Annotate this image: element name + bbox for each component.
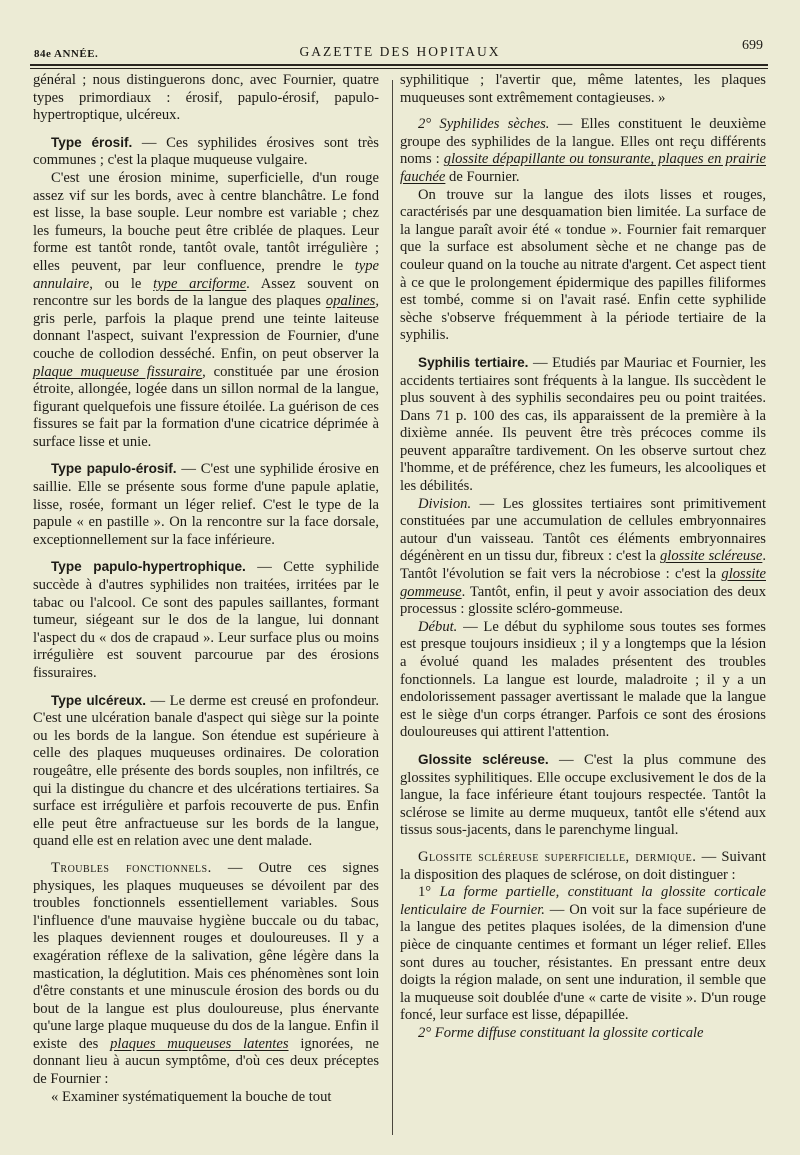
paragraph: On trouve sur la langue des ilots lisses et rouges, caractérisés par une desquamation bien limitée. La surface de la langue paraît avoir été « tondue ». Fournier fait remarquer que la surface est absolument sèche et ne change pas de couleur quand on la touche au nitrate d'argent. Cet aspect tient à ce que le prolongement épidermique des papilles filiformes est tombé, comme si on l'avait rasé. Enfin cette syphilide sèche s'observe fréquemment à la période tertiaire de la syphilis. [400,186,766,344]
paragraph: « Examiner systématiquement la bouche de tout [51,1088,332,1105]
section-heading: Division. [418,495,472,512]
paragraph: Troubles fonctionnels. — Outre ces signes physiques, les plaques muqueuses se dévoilent par des troubles fonctionnels essentiellement variables. Sous l'influence d'une mauvaise hygiène buccale ou du tabac, les plaques deviennent rouges et douloureuses. Il y a exagération réflexe de la salivation, gêne légère dans la mastication, la déglutition. Mais ces phénomènes sont loin d'être constants et une minuscule érosion des bords ou du bout de la langue est plus douloureuse, plus énervante qu'une large plaque muqueuse du dos de la langue. Enfin il existe des plaques muqueuses latentes ignorées, ne donnant lieu à aucun symptôme, d'où ces deux préceptes de Fournier : [33,859,379,1088]
section-heading: Syphilis tertiaire. [418,354,529,370]
journal-title: GAZETTE DES HOPITAUX [299,44,501,59]
section-heading: Type érosif. [51,134,133,150]
section-heading: Glossite scléreuse superficielle, dermique. [418,848,697,865]
section-heading: 2° Syphilides sèches. [418,116,550,133]
paragraph: 2° Forme diffuse constituant la glossite corticale [418,1024,704,1041]
section-heading: Type papulo-érosif. [51,461,177,477]
paragraph: Type papulo-hypertrophique. — Cette syphilide succède à d'autres syphilides non traitées, irritées par le tabac ou l'alcool. Ce sont des papules saillantes, formant tumeur, siégeant sur le dos de la langue, lui donnant l'aspect du « dos de crapaud ». Leur surface plus ou moins irrégulière est souvent parcourue par des érosions fissuraires. [33,559,379,681]
paragraph: Glossite scléreuse. — C'est la plus commune des glossites syphilitiques. Elle occupe exclusivement le dos de la langue, la face inférieure étant toujours respectée. Tantôt la sclérose se limite au derme muqueux, tantôt elle s'étend aux tissus sous-jacents, dans le parenchyme lingual. [400,751,766,839]
column-divider [392,80,393,1135]
paragraph: Type ulcéreux. — Le derme est creusé en profondeur. C'est une ulcération banale d'aspect qui siège sur la pointe ou les bords de la langue. Son étendue est supérieure à celle des plaques muqueuses ordinaires. De coloration rougeâtre, elle présente des bords souples, non infiltrés, ce qui la distingue du chancre et des ulcérations tertiaires. Sa surface est irrégulière et parfois recouverte de pus. Enfin elle peut être anfractueuse sur les bords de la langue, quand elle est en relation avec une dent malade. [33,692,379,850]
paragraph: Type érosif. — Ces syphilides érosives sont très communes ; c'est la plaque muqueuse vulgaire. [33,134,379,169]
left-column [33,72,379,1106]
paragraph: Type papulo-érosif. — C'est une syphilide érosive en saillie. Elle se présente sous forme d'une papule aplatie, lisse, rosée, formant un léger relief. C'est le type de la papule « en pastille ». On la rencontre sur la face dorsale, exceptionnellement sur la face inférieure. [33,461,379,548]
section-heading: Glossite scléreuse. [418,751,549,767]
paragraph: syphilitique ; l'avertir que, même latentes, les plaques muqueuses sont extrêmement contagieuses. » [400,72,766,106]
page-number: 699 [742,38,763,53]
paragraph: Début. — Le début du syphilome sous toutes ses formes est presque toujours insidieux ; il y a longtemps que la lésion a évolué quand les malades présentent des troubles fonctionnels. La langue est lourde, maladroite ; il y a un endolorissement passager avertissant le malade que la langue est le siège d'un corps étranger. Parfois ce sont des érosions douloureuses qui attirent l'attention. [400,618,766,741]
section-heading: Troubles fonctionnels. [51,859,212,876]
paragraph: 2° Syphilides sèches. — Elles constituent le deuxième groupe des syphilides de la langue. Elles ont reçu différents noms : glossite dépapillante ou tonsurante, plaques en prairie fauchée de Fournier. [400,116,766,185]
edition-label: 84e ANNÉE. [34,48,99,60]
paragraph: Division. — Les glossites tertiaires sont primitivement constituées par une accumulation de cellules embryonnaires autour d'un vaisseau. Tantôt ces éléments embryonnaires dégénèrent en un tissu dur, fibreux : c'est la glossite scléreuse. Tantôt l'évolution se fait vers la nécrobiose : c'est la glossite gommeuse. Tantôt, enfin, il peut y avoir association des deux processus : glossite scléro-gommeuse. [400,495,767,618]
header-rule-thin [30,68,768,69]
section-heading: Début. [418,618,458,635]
paragraph: Syphilis tertiaire. — Etudiés par Mauriac et Fournier, les accidents tertiaires sont fréquents à la langue. Ils succèdent le plus souvent à des syphilis secondaires peu ou point traitées. Dans 71 p. 100 des cas, ils apparaissent de la première à la dixième année. Ils peuvent être très précoces comme ils peuvent apparaître tardivement. On les observe surtout chez l'homme, et de préférence, chez les fumeurs, les alcooliques et les débilités. [400,354,766,495]
paragraph: C'est une érosion minime, superficielle, d'un rouge assez vif sur les bords, avec à centre blanchâtre. Le fond est lisse, la base souple. Leur nombre est variable ; chez les fumeurs, la bouche peut être criblée de plaques. Leur forme est tantôt ronde, tantôt ovale, tantôt irrégulière ; elles peuvent, par leur confluence, prendre le type annulaire, ou le type arciforme. Assez souvent on rencontre sur les bords de la langue des plaques opalines, gris perle, parfois la plaque prend une teinte laiteuse donnant l'aspect, suivant l'expression de Fournier, d'une couche de collodion desséché. Enfin, on peut observer la plaque muqueuse fissuraire, constituée par une érosion étroite, allongée, logée dans un sillon normal de la langue, figurant quelquefois une fissure étoilée. La guérison de ces fissures se fait par la formation d'une cicatrice déprimée à surface lisse et unie. [33,169,379,450]
section-heading: Type papulo-hypertrophique. [51,559,246,575]
paragraph: général ; nous distinguerons donc, avec Fournier, quatre types primordiaux : érosif, papulo-érosif, papulo-hypertroptique, ulcéreux. [33,72,379,124]
paragraph: Glossite scléreuse superficielle, dermique. — Suivant la disposition des plaques de sclérose, on doit distinguer : [400,848,766,883]
right-column [400,72,766,1042]
header-rule [30,64,768,66]
section-heading: Type ulcéreux. [51,692,147,708]
paragraph: 1° La forme partielle, constituant la glossite corticale lenticulaire de Fournier. — On voit sur la face supérieure de la langue des petites plaques isolées, de la dimension d'une pièce de cinquante centimes et formant un léger relief. Elles sont dures au toucher, résistantes. En pressant entre deux doigts la région malade, on sent une induration, il semble que la muqueuse soit doublée d'une « carte de visite ». D'un rouge foncé, leur surface est lisse, dépapillée. [400,884,767,1024]
